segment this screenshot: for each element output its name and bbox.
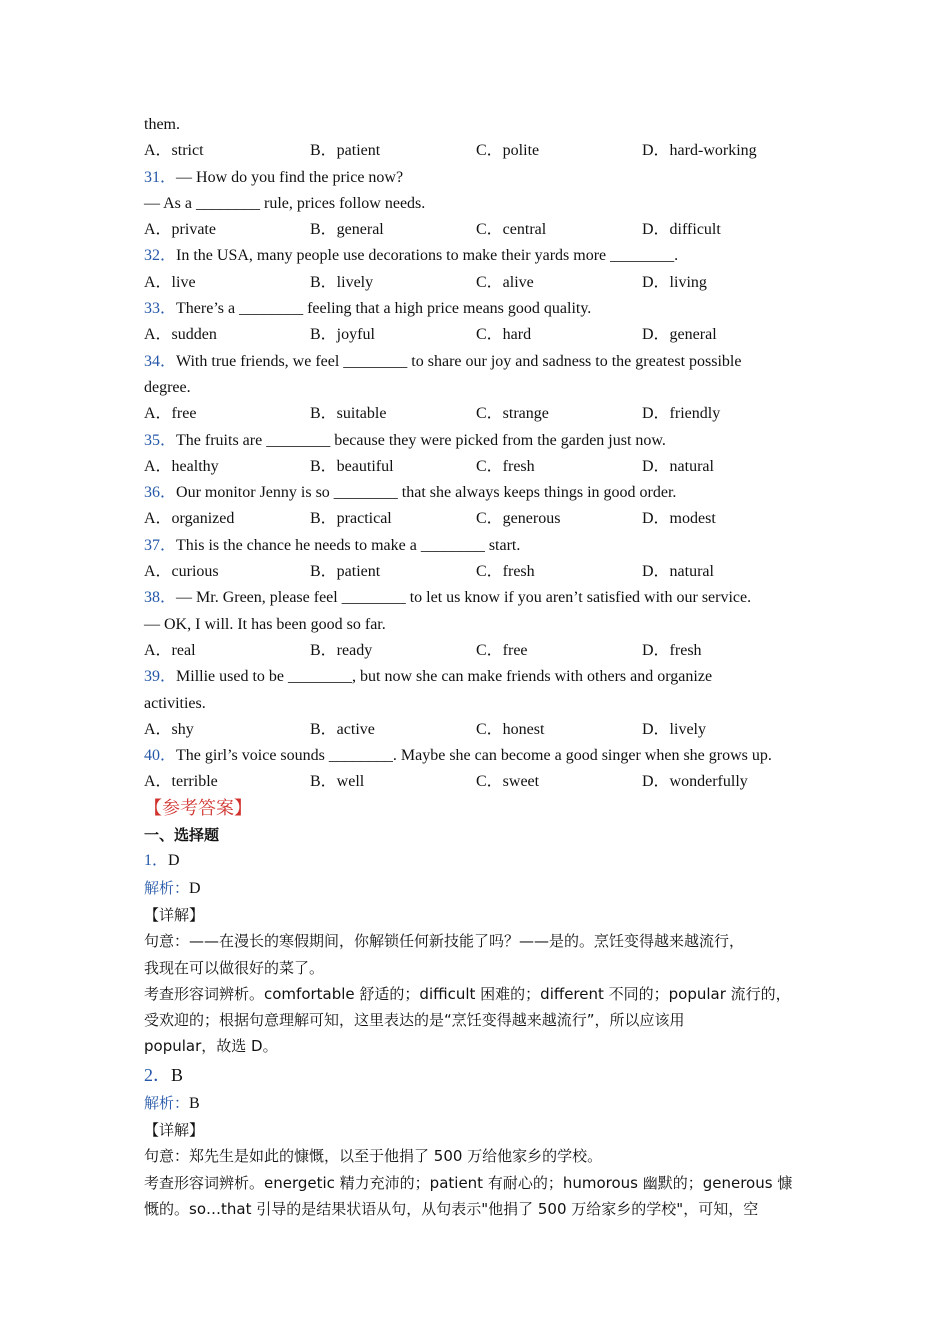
question-number: 39．: [144, 668, 177, 686]
option-d: D．friendly: [642, 405, 721, 423]
question-continuation: them.: [144, 116, 180, 133]
question-text: The fruits are ________ because they were picked from the garden just now.: [176, 431, 666, 449]
analysis-line: [144, 875, 814, 902]
question-text: Our monitor Jenny is so ________ that she always keeps things in good order.: [176, 484, 677, 502]
option-a: A．terrible: [144, 773, 218, 791]
question-options: [144, 401, 814, 427]
option-d: D．hard-working: [642, 142, 757, 160]
answer-1: [144, 848, 814, 874]
option-c: C．central: [476, 221, 547, 239]
question-number: 37．: [144, 536, 177, 554]
option-a: A．private: [144, 221, 216, 239]
question-39: [144, 664, 814, 690]
question-40: [144, 743, 814, 769]
question-options: [144, 138, 814, 164]
question-text: — How do you find the price now?: [176, 168, 404, 186]
question-text: In the USA, many people use decorations to make their yards more ________.: [176, 247, 679, 265]
option-b: B．active: [310, 720, 375, 738]
question-33: [144, 296, 814, 322]
question-number: 32．: [144, 247, 177, 265]
question-32: [144, 243, 814, 269]
option-a: A．free: [144, 405, 197, 423]
option-d: D．modest: [642, 510, 716, 528]
question-options: [144, 717, 814, 743]
option-b: B．patient: [310, 142, 381, 160]
question-options: [144, 638, 814, 664]
option-b: B．beautiful: [310, 457, 394, 475]
answer-2: [144, 1060, 814, 1090]
question-number: 34．: [144, 352, 177, 370]
option-d: D．natural: [642, 563, 714, 581]
option-a: A．live: [144, 273, 196, 291]
option-d: D．lively: [642, 720, 706, 738]
section-heading: 一、选择题: [144, 826, 220, 845]
option-a: A．organized: [144, 510, 235, 528]
option-d: D．difficult: [642, 221, 721, 239]
option-d: D．wonderfully: [642, 773, 748, 791]
analysis-label: 解析：: [144, 878, 190, 897]
question-text: With true friends, we feel ________ to share our joy and sadness to the greatest possible: [176, 352, 742, 370]
analysis-value: D: [189, 879, 201, 897]
question-options: [144, 454, 814, 480]
option-c: C．sweet: [476, 773, 540, 791]
question-text-line: activities.: [144, 694, 206, 712]
option-c: C．alive: [476, 273, 534, 291]
option-c: C．strange: [476, 405, 549, 423]
explanation-line: 慨的。so…that 引导的是结果状语从句，从句表示"他捐了 500 万给家乡的学校"，可知，空: [144, 1199, 759, 1218]
question-number: 33．: [144, 300, 177, 318]
option-a: A．sudden: [144, 326, 217, 344]
question-36: [144, 480, 814, 506]
answer-number: 2．: [144, 1064, 171, 1085]
question-options: [144, 769, 814, 795]
option-d: D．general: [642, 326, 717, 344]
analysis-line: [144, 1090, 814, 1117]
question-number: 36．: [144, 484, 177, 502]
question-options: [144, 270, 814, 296]
answer-number: 1．: [144, 852, 169, 870]
analysis-value: B: [189, 1094, 200, 1112]
question-options: [144, 322, 814, 348]
option-a: A．real: [144, 641, 196, 659]
question-number: 38．: [144, 589, 177, 607]
option-a: A．shy: [144, 720, 194, 738]
option-b: B．joyful: [310, 326, 375, 344]
question-text: This is the chance he needs to make a ________ start.: [176, 536, 521, 554]
question-31: [144, 165, 814, 191]
question-text: — Mr. Green, please feel ________ to let us know if you aren’t satisfied with our service.: [176, 589, 752, 607]
question-37: [144, 533, 814, 559]
question-38: [144, 585, 814, 611]
option-a: A．healthy: [144, 457, 219, 475]
option-b: B．general: [310, 221, 384, 239]
question-text: There’s a ________ feeling that a high price means good quality.: [176, 300, 592, 318]
answers-heading: 【参考答案】: [144, 797, 252, 819]
option-c: C．polite: [476, 142, 540, 160]
option-c: C．fresh: [476, 563, 535, 581]
option-c: C．fresh: [476, 457, 535, 475]
option-a: A．strict: [144, 142, 204, 160]
question-text-line: — As a ________ rule, prices follow needs.: [144, 194, 426, 212]
option-c: C．generous: [476, 510, 561, 528]
option-d: D．living: [642, 273, 707, 291]
explanation-line: 受欢迎的；根据句意理解可知，这里表达的是“烹饪变得越来越流行”，所以应该用: [144, 1011, 685, 1030]
option-a: A．curious: [144, 563, 219, 581]
explanation-line: 句意：郑先生是如此的慷慨，以至于他捐了 500 万给他家乡的学校。: [144, 1147, 603, 1166]
question-number: 40．: [144, 747, 177, 765]
option-b: B．well: [310, 773, 365, 791]
option-c: C．honest: [476, 720, 545, 738]
analysis-label: 解析：: [144, 1093, 190, 1112]
question-options: [144, 217, 814, 243]
question-text-line: degree.: [144, 378, 191, 396]
option-b: B．practical: [310, 510, 392, 528]
option-b: B．patient: [310, 563, 381, 581]
question-number: 35．: [144, 431, 177, 449]
option-c: C．free: [476, 641, 528, 659]
question-text-line: — OK, I will. It has been good so far.: [144, 615, 386, 633]
question-text: The girl’s voice sounds ________. Maybe she can become a good singer when she grows up.: [176, 747, 772, 765]
question-number: 31．: [144, 168, 177, 186]
answer-value: D: [168, 852, 180, 870]
detail-heading: 【详解】: [144, 1120, 205, 1139]
detail-heading: 【详解】: [144, 905, 205, 924]
option-c: C．hard: [476, 326, 532, 344]
option-d: D．natural: [642, 457, 714, 475]
explanation-line: 考查形容词辨析。comfortable 舒适的；difficult 困难的；different 不同的；popular 流行的，: [144, 984, 791, 1003]
question-35: [144, 428, 814, 454]
document-page: [144, 112, 814, 1222]
explanation-line: 考查形容词辨析。energetic 精力充沛的；patient 有耐心的；humorous 幽默的；generous 慷: [144, 1173, 793, 1192]
option-d: D．fresh: [642, 641, 702, 659]
option-b: B．suitable: [310, 405, 387, 423]
explanation-line: 我现在可以做很好的菜了。: [144, 958, 325, 977]
question-text: Millie used to be ________, but now she can make friends with others and organize: [176, 668, 713, 686]
option-b: B．ready: [310, 641, 373, 659]
option-b: B．lively: [310, 273, 374, 291]
question-options: [144, 506, 814, 532]
explanation-line: 句意：——在漫长的寒假期间，你解锁任何新技能了吗？——是的。烹饪变得越来越流行，: [144, 932, 745, 951]
question-34: [144, 349, 814, 375]
answer-value: B: [171, 1064, 184, 1085]
explanation-line: popular，故选 D。: [144, 1037, 278, 1056]
question-options: [144, 559, 814, 585]
